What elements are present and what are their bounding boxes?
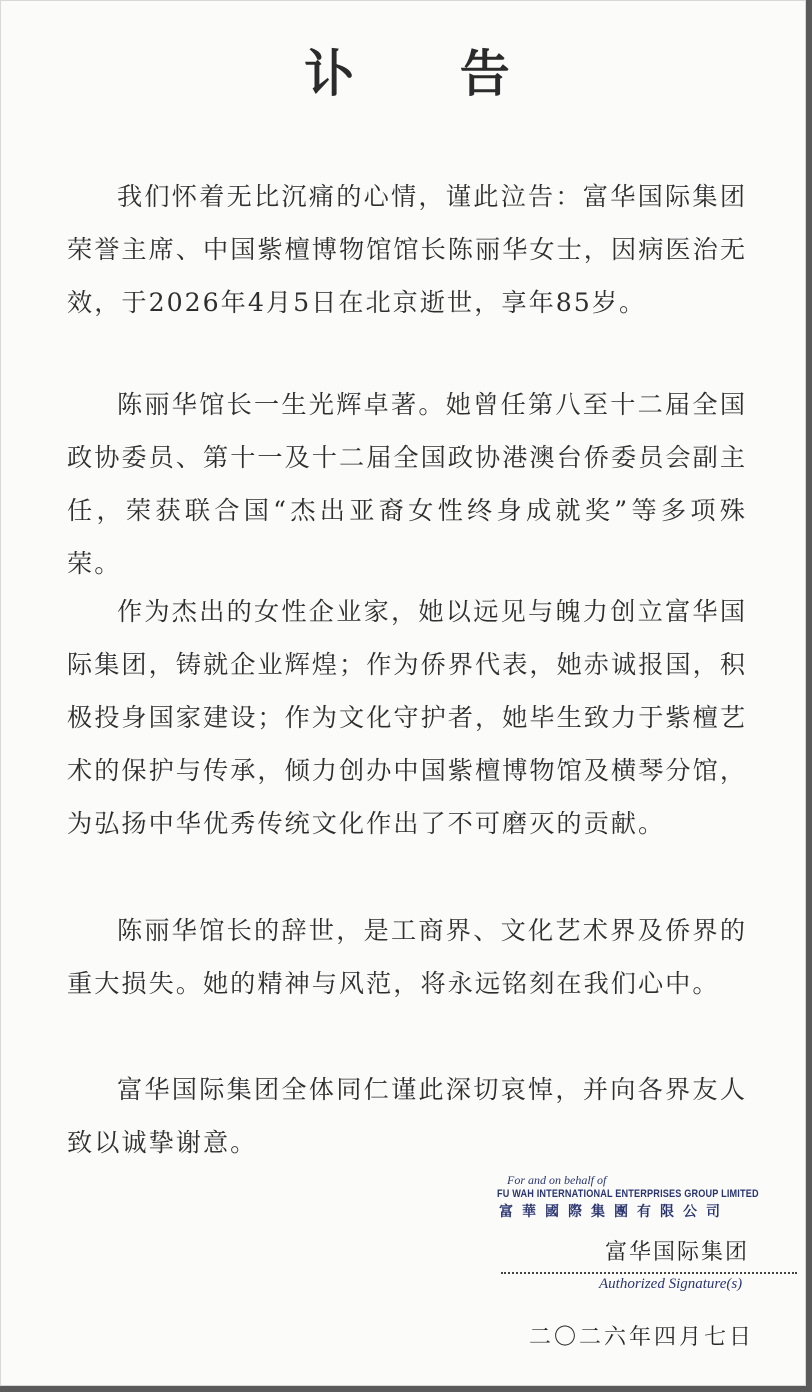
- stamp-company-english: FU WAH INTERNATIONAL ENTERPRISES GROUP LIMITED: [497, 1188, 759, 1200]
- company-stamp: [497, 1173, 793, 1221]
- signature-organization: 富华国际集团: [605, 1240, 750, 1265]
- signature-caption: Authorized Signature(s): [599, 1276, 743, 1292]
- paragraph-announcement: 我们怀着无比沉痛的心情，谨此泣告：富华国际集团荣誉主席、中国紫檀博物馆馆长陈丽华女士，因病医治无效，于2026年4月5日在北京逝世，享年85岁。: [67, 182, 747, 317]
- paragraph-condolence: 富华国际集团全体同仁谨此深切哀悼，并向各界友人致以诚挚谢意。: [67, 1075, 747, 1157]
- paragraph-achievements: 作为杰出的女性企业家，她以远见与魄力创立富华国际集团，铸就企业辉煌；作为侨界代表，她赤诚报国，积极投身国家建设；作为文化守护者，她毕生致力于紫檀艺术的保护与传承，倾力创办中国紫檀博物馆及横琴分馆，为弘扬中华优秀传统文化作出了不可磨灭的贡献。: [67, 597, 747, 838]
- document-title: 讣 告: [304, 45, 554, 103]
- stamp-on-behalf: For and on behalf of: [507, 1173, 607, 1187]
- paragraph-loss: 陈丽华馆长的辞世，是工商界、文化艺术界及侨界的重大损失。她的精神与风范，将永远铭刻在我们心中。: [67, 916, 747, 998]
- paragraph-career: 陈丽华馆长一生光辉卓著。她曾任第八至十二届全国政协委员、第十一及十二届全国政协港澳台侨委员会副主任，荣获联合国“杰出亚裔女性终身成就奖”等多项殊荣。: [67, 390, 747, 578]
- document-date: 二〇二六年四月七日: [529, 1325, 755, 1350]
- stamp-company-chinese: 富華國際集團有限公司: [499, 1204, 729, 1220]
